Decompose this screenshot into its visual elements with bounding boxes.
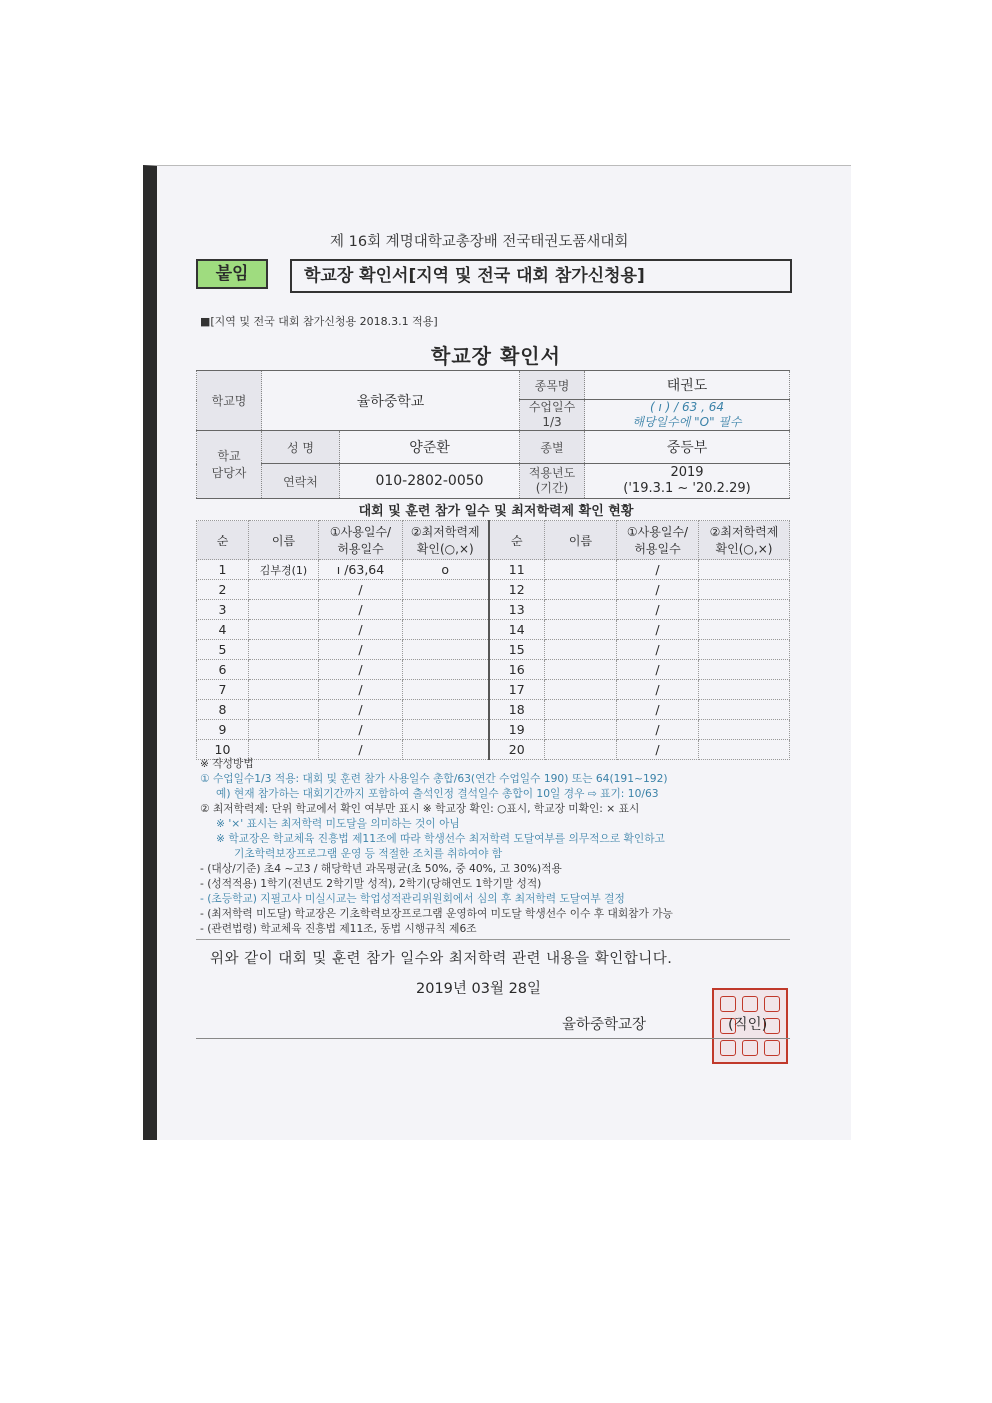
col-no: 순 xyxy=(197,521,249,560)
division-label: 종별 xyxy=(520,431,585,464)
row-name xyxy=(249,720,319,740)
table-row xyxy=(197,560,790,580)
col-min-ach-b xyxy=(699,521,790,560)
row-check: o xyxy=(403,560,489,580)
header-title: 학교장 확인서[지역 및 전국 대회 참가신청용] xyxy=(290,259,792,293)
teacher-name-label: 성 명 xyxy=(262,431,340,464)
row-name xyxy=(249,640,319,660)
contest-title: 제 16회 계명대학교총장배 전국태권도품새대회 xyxy=(330,234,629,250)
event-value: 태권도 xyxy=(585,371,790,400)
row-days-2: / xyxy=(617,700,699,720)
row-days: / xyxy=(319,680,403,700)
row-name: 김부경(1) xyxy=(249,560,319,580)
attachment-badge: 붙임 xyxy=(196,259,268,289)
row-days-2: / xyxy=(617,560,699,580)
row-no-2: 16 xyxy=(489,660,545,680)
row-name-2 xyxy=(545,720,617,740)
teacher-label-line1: 학교 xyxy=(217,448,241,463)
row-check xyxy=(403,680,489,700)
row-name-2 xyxy=(545,680,617,700)
row-no: 5 xyxy=(197,640,249,660)
contact-value: 010-2802-0050 xyxy=(340,464,520,499)
table-row xyxy=(197,580,790,600)
bottom-rule xyxy=(196,1038,790,1039)
detail-1: - (대상/기준) 초4 ~고3 / 해당학년 과목평균(초 50%, 중 40%, 고 30%)적용 xyxy=(200,862,562,875)
row-no-2: 20 xyxy=(489,740,545,760)
row-no-2: 11 xyxy=(489,560,545,580)
detail-4: - (최저학력 미도달) 학교장은 기초학력보장프로그램 운영하여 미도달 학생선수 이수 후 대회참가 가능 xyxy=(200,907,673,920)
table-row xyxy=(197,660,790,680)
row-name-2 xyxy=(545,560,617,580)
row-name xyxy=(249,680,319,700)
row-check-2 xyxy=(699,580,790,600)
row-no: 3 xyxy=(197,600,249,620)
row-check-2 xyxy=(699,640,790,660)
school-name-value: 율하중학교 xyxy=(262,371,520,431)
row-name xyxy=(249,600,319,620)
col-name-2: 이름 xyxy=(545,521,617,560)
row-check xyxy=(403,600,489,620)
row-no: 8 xyxy=(197,700,249,720)
class-days-label-line1: 수업일수 xyxy=(528,400,576,414)
row-check-2 xyxy=(699,700,790,720)
col-min-ach-1: ②최저학력제 xyxy=(410,525,480,539)
detail-5: - (관련법령) 학교체육 진흥법 제11조, 동법 시행규칙 제6조 xyxy=(200,922,477,935)
row-check-2 xyxy=(699,680,790,700)
table-row xyxy=(197,700,790,720)
row-check xyxy=(403,620,489,640)
row-no: 4 xyxy=(197,620,249,640)
col-used-days-2: 허용일수 xyxy=(337,542,384,556)
status-subtitle: 대회 및 훈련 참가 일수 및 최저학력제 확인 현황 xyxy=(358,504,634,519)
row-days: / xyxy=(319,740,403,760)
row-check-2 xyxy=(699,620,790,640)
row-no-2: 14 xyxy=(489,620,545,640)
col-used-days-b2: 허용일수 xyxy=(634,542,681,556)
row-no: 7 xyxy=(197,680,249,700)
year-label-line1: 적용년도 xyxy=(528,466,576,480)
row-days: / xyxy=(319,640,403,660)
detail-3: - (초등학교) 지필고사 미실시교는 학업성적관리위원회에서 심의 후 최저학력 도달여부 결정 xyxy=(200,892,625,905)
row-no: 2 xyxy=(197,580,249,600)
row-name xyxy=(249,660,319,680)
row-days-2: / xyxy=(617,600,699,620)
top-note: ■[지역 및 전국 대회 참가신청용 2018.3.1 적용] xyxy=(200,315,438,328)
row-no: 9 xyxy=(197,720,249,740)
note-2b: ※ '×' 표시는 최저학력 미도달을 의미하는 것이 아님 xyxy=(216,817,460,830)
row-days: / xyxy=(319,620,403,640)
year-label xyxy=(520,464,585,499)
row-days: / xyxy=(319,580,403,600)
row-days: / xyxy=(319,700,403,720)
note-1b: 예) 현재 참가하는 대회기간까지 포함하여 출석인정 결석일수 총합이 10일 경우 ⇨ 표기: 10/63 xyxy=(216,787,659,800)
year-value-line1: 2019 xyxy=(670,465,704,480)
note-1a: ① 수업일수1/3 적용: 대회 및 훈련 참가 사용일수 총합/63(연간 수업일수 190) 또는 64(191~192) xyxy=(200,772,668,785)
row-days-2: / xyxy=(617,720,699,740)
row-name-2 xyxy=(545,620,617,640)
col-used-days-b1: ①사용일수/ xyxy=(626,525,689,539)
confirm-text: 위와 같이 대회 및 훈련 참가 일수와 최저학력 관련 내용을 확인합니다. xyxy=(210,951,673,967)
col-min-ach-b2: 확인(○,×) xyxy=(715,542,773,556)
row-no-2: 19 xyxy=(489,720,545,740)
row-no: 10 xyxy=(197,740,249,760)
row-name-2 xyxy=(545,660,617,680)
contact-label: 연락처 xyxy=(262,464,340,499)
table-row xyxy=(197,620,790,640)
col-min-ach-2: 확인(○,×) xyxy=(416,542,474,556)
row-days: ı /63,64 xyxy=(319,560,403,580)
row-check xyxy=(403,640,489,660)
date-text: 2019년 03월 28일 xyxy=(416,981,542,997)
teacher-label-line2: 담당자 xyxy=(211,465,247,480)
row-no-2: 18 xyxy=(489,700,545,720)
row-no-2: 13 xyxy=(489,600,545,620)
row-check-2 xyxy=(699,660,790,680)
seal-label: (직인) xyxy=(728,1017,768,1033)
row-check-2 xyxy=(699,720,790,740)
row-days: / xyxy=(319,660,403,680)
row-no: 1 xyxy=(197,560,249,580)
row-no-2: 17 xyxy=(489,680,545,700)
col-used-days-1: ①사용일수/ xyxy=(329,525,392,539)
col-min-ach xyxy=(403,521,489,560)
row-name xyxy=(249,580,319,600)
table-row xyxy=(197,640,790,660)
year-value xyxy=(585,464,790,499)
table-row xyxy=(197,680,790,700)
row-no-2: 15 xyxy=(489,640,545,660)
class-days-fraction: ( ı ) / 63 , 64 xyxy=(650,400,724,414)
class-days-value xyxy=(585,400,790,431)
period-value: ('19.3.1 ~ '20.2.29) xyxy=(623,481,751,496)
notes-heading: ※ 작성방법 xyxy=(200,757,254,770)
row-name xyxy=(249,700,319,720)
col-min-ach-b1: ②최저학력제 xyxy=(709,525,779,539)
row-check-2 xyxy=(699,560,790,580)
row-days-2: / xyxy=(617,620,699,640)
division-value: 중등부 xyxy=(585,431,790,464)
detail-2: - (성적적용) 1학기(전년도 2학기말 성적), 2학기(당해연도 1학기말 성적) xyxy=(200,877,542,890)
note-2d: 기초학력보장프로그램 운영 등 적절한 조치를 취하여야 함 xyxy=(234,847,503,860)
class-days-note: 해당일수에 "O" 필수 xyxy=(632,415,742,429)
school-info-table xyxy=(196,370,790,499)
class-days-label-line2: 1/3 xyxy=(542,415,562,429)
row-name-2 xyxy=(545,640,617,660)
row-days-2: / xyxy=(617,680,699,700)
row-name-2 xyxy=(545,600,617,620)
teacher-label xyxy=(197,431,262,499)
class-days-label xyxy=(520,400,585,431)
row-name-2 xyxy=(545,580,617,600)
row-check-2 xyxy=(699,600,790,620)
col-used-days-b xyxy=(617,521,699,560)
year-label-line2: (기간) xyxy=(535,481,569,495)
row-name-2 xyxy=(545,700,617,720)
row-days: / xyxy=(319,600,403,620)
teacher-name-value: 양준환 xyxy=(340,431,520,464)
principal-text: 율하중학교장 xyxy=(562,1017,647,1033)
row-no: 6 xyxy=(197,660,249,680)
student-table xyxy=(196,520,790,760)
row-days: / xyxy=(319,720,403,740)
row-check xyxy=(403,720,489,740)
col-name: 이름 xyxy=(249,521,319,560)
note-2c: ※ 학교장은 학교체육 진흥법 제11조에 따라 학생선수 최저학력 도달여부를 의무적으로 확인하고 xyxy=(216,832,665,845)
table-row xyxy=(197,600,790,620)
row-days-2: / xyxy=(617,580,699,600)
row-name xyxy=(249,620,319,640)
col-used-days xyxy=(319,521,403,560)
row-no-2: 12 xyxy=(489,580,545,600)
row-days-2: / xyxy=(617,660,699,680)
instructions xyxy=(200,756,800,936)
note-2a: ② 최저학력제: 단위 학교에서 확인 여부만 표시 ※ 학교장 확인: ○표시, 학교장 미확인: × 표시 xyxy=(200,802,640,815)
row-check xyxy=(403,580,489,600)
event-label: 종목명 xyxy=(520,371,585,400)
main-title: 학교장 확인서 xyxy=(431,344,561,368)
row-days-2: / xyxy=(617,640,699,660)
school-name-label: 학교명 xyxy=(197,371,262,431)
row-check xyxy=(403,700,489,720)
table-row xyxy=(197,720,790,740)
divider xyxy=(196,939,790,940)
row-days-2: / xyxy=(617,740,699,760)
row-check xyxy=(403,660,489,680)
col-no-2: 순 xyxy=(489,521,545,560)
